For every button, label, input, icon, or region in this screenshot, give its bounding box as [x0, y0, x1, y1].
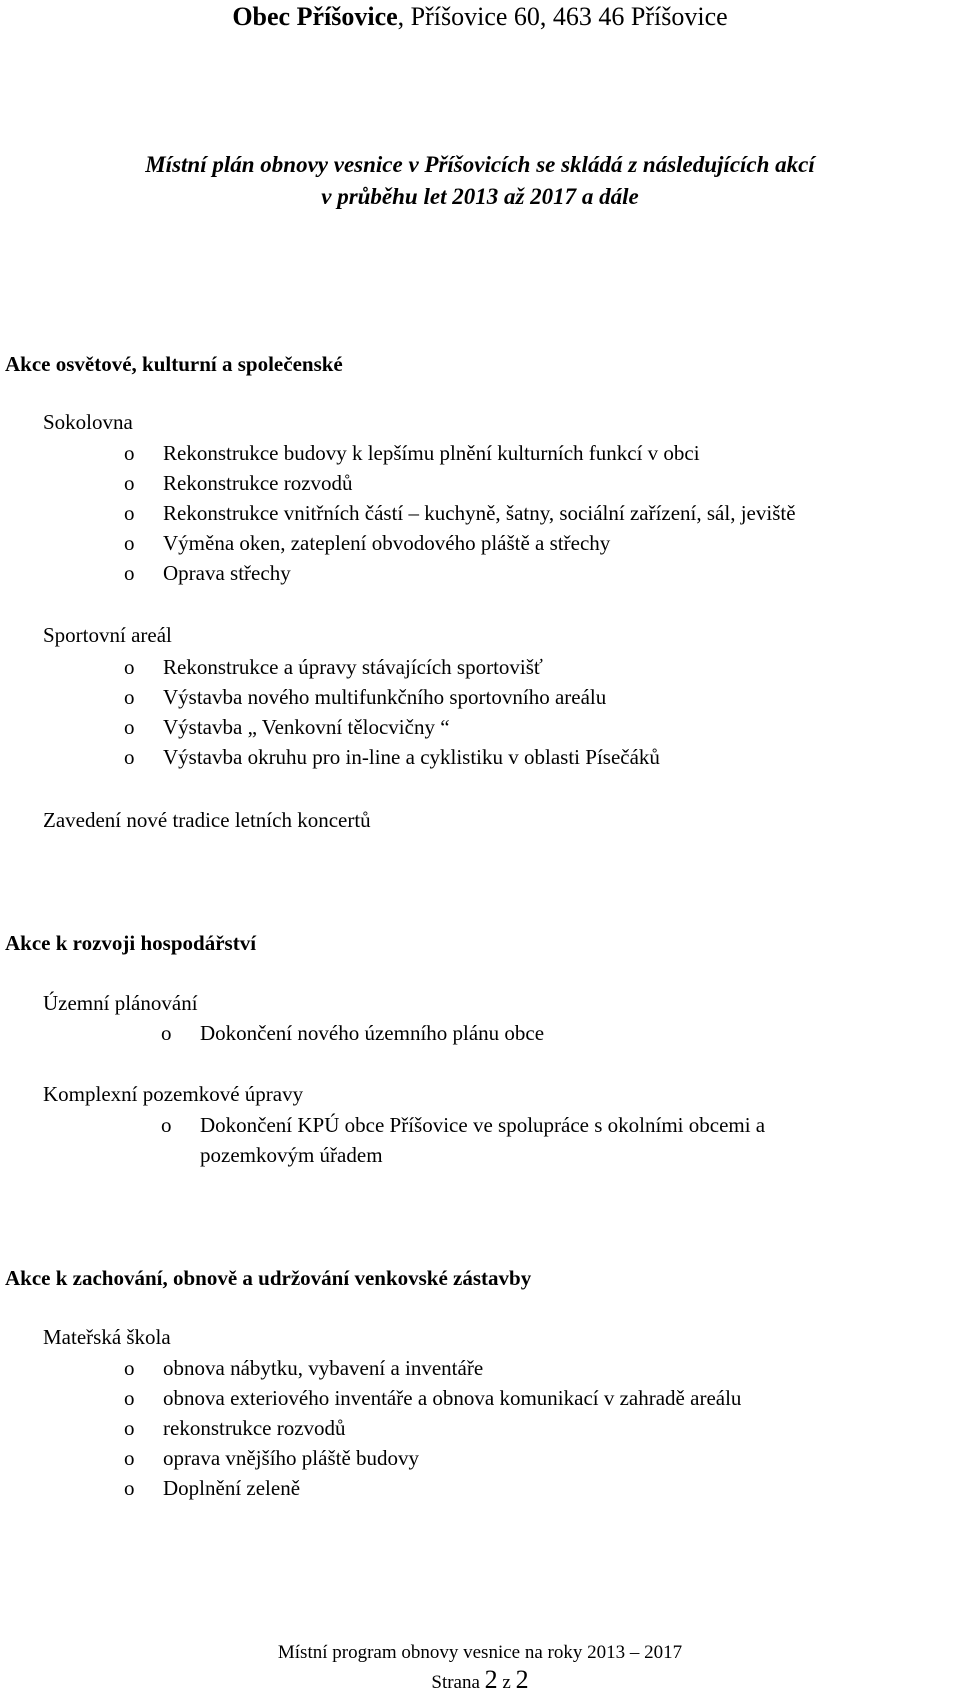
bullet-icon: o	[124, 441, 135, 465]
municipality-name: Obec Příšovice	[232, 2, 398, 31]
page-total: 2	[515, 1665, 529, 1694]
subheading-sokolovna: Sokolovna	[43, 410, 133, 434]
plan-title-line-1: Místní plán obnovy vesnice v Příšovicích se skládá z následujících akcí	[145, 152, 815, 177]
plan-title-line-2: v průběhu let 2013 až 2017 a dále	[321, 184, 639, 209]
municipality-address: , Příšovice 60, 463 46 Příšovice	[397, 2, 728, 31]
bullet-icon: o	[124, 1416, 135, 1440]
bullet-icon: o	[124, 1446, 135, 1470]
footer-program: Místní program obnovy vesnice na roky 2013 – 2017	[277, 1642, 683, 1663]
bullet-icon: o	[124, 471, 135, 495]
section-heading-economy: Akce k rozvoji hospodářství	[5, 931, 257, 955]
subheading-concerts: Zavedení nové tradice letních koncertů	[43, 808, 371, 832]
section-heading-culture: Akce osvětové, kulturní a společenské	[5, 352, 343, 376]
list-item-continuation: pozemkovým úřadem	[200, 1143, 383, 1167]
bullet-icon: o	[124, 745, 135, 769]
page-current: 2	[484, 1665, 498, 1694]
bullet-icon: o	[124, 531, 135, 555]
subheading-land: Komplexní pozemkové úpravy	[43, 1082, 304, 1106]
subheading-sport: Sportovní areál	[43, 623, 172, 647]
bullet-icon: o	[124, 1386, 135, 1410]
bullet-icon: o	[124, 715, 135, 739]
section-heading-buildings: Akce k zachování, obnově a udržování venkovské zástavby	[5, 1266, 532, 1290]
bullet-icon: o	[124, 1476, 135, 1500]
bullet-icon: o	[124, 561, 135, 585]
document-header	[0, 2, 960, 32]
subheading-planning: Územní plánování	[43, 991, 198, 1015]
bullet-icon: o	[124, 655, 135, 679]
bullet-icon: o	[161, 1021, 172, 1045]
page-number: Strana 2 z 2	[431, 1665, 529, 1694]
bullet-icon: o	[124, 1356, 135, 1380]
subheading-kindergarten: Mateřská škola	[43, 1325, 171, 1349]
bullet-icon: o	[124, 685, 135, 709]
bullet-icon: o	[161, 1113, 172, 1137]
bullet-icon: o	[124, 501, 135, 525]
